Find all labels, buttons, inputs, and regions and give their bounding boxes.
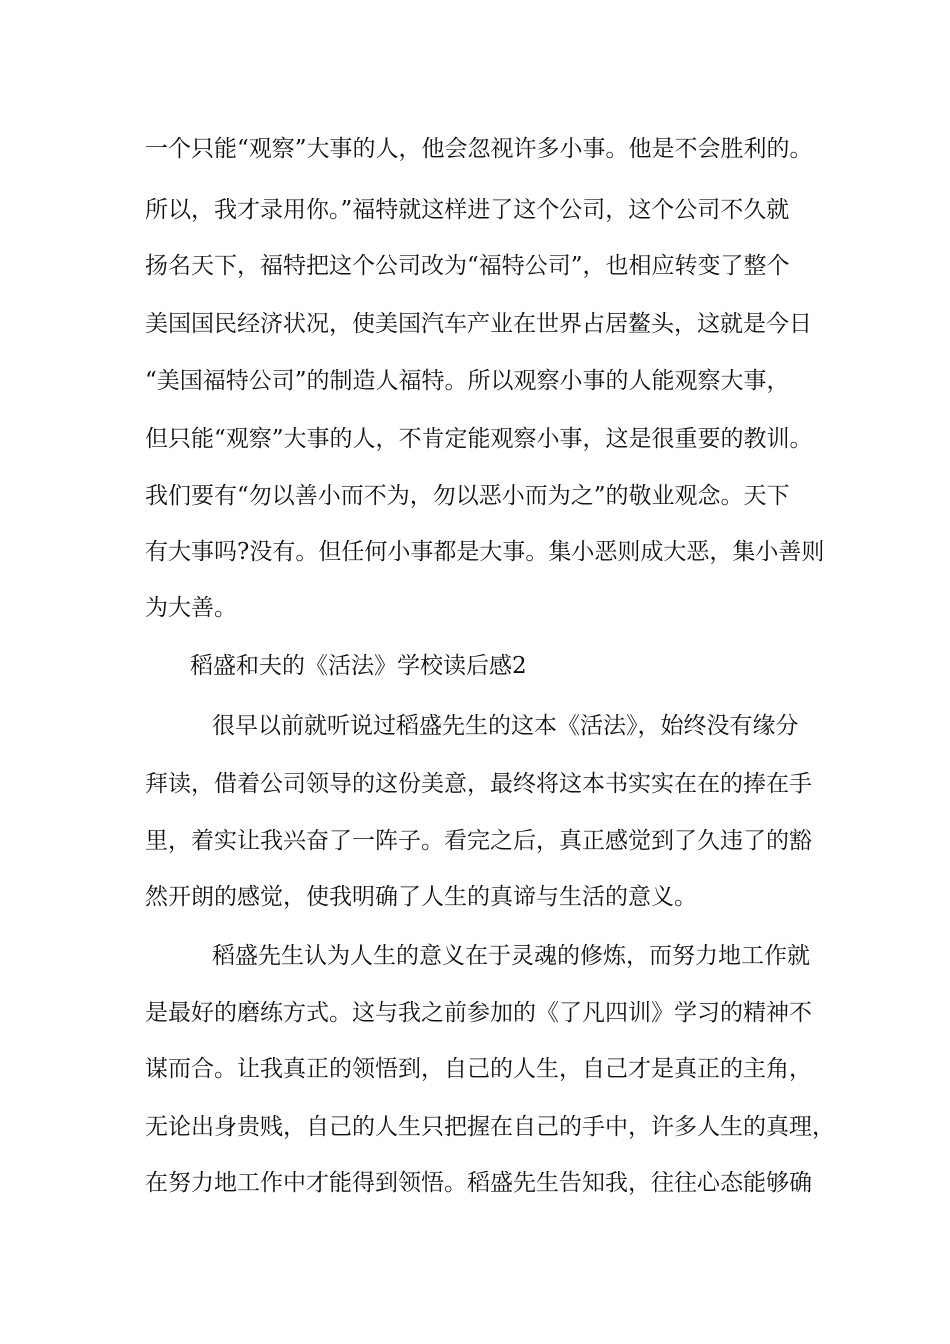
paragraph-1-line-4: 美国国民经济状况，使美国汽车产业在世界占居鳌头，这就是今日 (145, 311, 812, 337)
paragraph-3-line-3: 谋而合。让我真正的领悟到，自己的人生，自己才是真正的主角， (145, 1056, 812, 1082)
paragraph-1-line-3: 扬名天下，福特把这个公司改为“福特公司”，也相应转变了整个 (145, 253, 790, 279)
paragraph-1-line-5: “美国福特公司”的制造人福特。所以观察小事的人能观察大事， (145, 368, 790, 394)
paragraph-1-line-9: 为大善。 (145, 595, 237, 621)
paragraph-1-line-2: 所以，我才录用你。”福特就这样进了这个公司，这个公司不久就 (145, 197, 790, 223)
paragraph-1-line-8: 有大事吗?没有。但任何小事都是大事。集小恶则成大恶，集小善则 (145, 539, 825, 565)
paragraph-2-line-1: 很早以前就听说过稻盛先生的这本《活法》，始终没有缘分 (212, 713, 799, 739)
paragraph-1-line-6: 但只能“观察”大事的人，不肯定能观察小事，这是很重要的教训。 (145, 426, 813, 452)
section-title: 稻盛和夫的《活法》学校读后感2 (190, 653, 527, 679)
paragraph-3-line-2: 是最好的磨练方式。这与我之前参加的《了凡四训》学习的精神不 (145, 1000, 812, 1026)
paragraph-3-line-1: 稻盛先生认为人生的意义在于灵魂的修炼，而努力地工作就 (212, 943, 810, 969)
paragraph-1-line-7: 我们要有“勿以善小而不为，勿以恶小而为之”的敬业观念。天下 (145, 483, 790, 509)
paragraph-1-line-1: 一个只能“观察”大事的人，他会忽视许多小事。他是不会胜利的。 (145, 136, 813, 162)
paragraph-3-line-5: 在努力地工作中才能得到领悟。稻盛先生告知我，往往心态能够确 (145, 1170, 812, 1196)
paragraph-2-line-4: 然开朗的感觉，使我明确了人生的真谛与生活的意义。 (145, 884, 697, 910)
paragraph-3-line-4: 无论出身贵贱，自己的人生只把握在自己的手中，许多人生的真理， (145, 1114, 835, 1140)
paragraph-2-line-3: 里，着实让我兴奋了一阵子。看完之后，真正感觉到了久违了的豁 (145, 828, 812, 854)
paragraph-2-line-2: 拜读，借着公司领导的这份美意，最终将这本书实实在在的捧在手 (145, 771, 812, 797)
